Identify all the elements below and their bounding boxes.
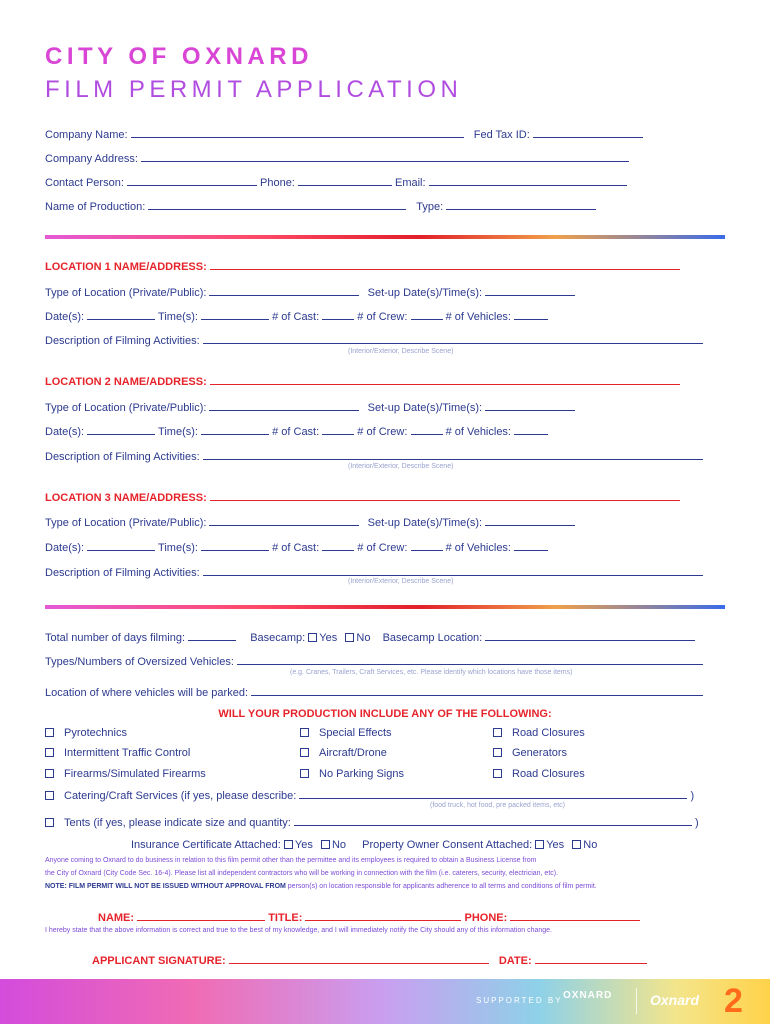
include-heading: WILL YOUR PRODUCTION INCLUDE ANY OF THE FOLLOWING: — [218, 708, 552, 720]
cast-label: # of Cast: — [272, 542, 320, 554]
times-label: Time(s): — [158, 426, 198, 438]
city-of-oxnard-logo — [563, 990, 612, 1001]
location-2-desc-row — [45, 449, 703, 463]
location-3-heading-label: LOCATION 3 NAME/ADDRESS: — [45, 492, 207, 504]
days-field[interactable] — [188, 630, 236, 641]
location-3-vehicles-field[interactable] — [514, 540, 548, 551]
aircraft-drone-label: Aircraft/Drone — [319, 747, 387, 759]
page-number: 2 — [724, 982, 743, 1020]
location-1-vehicles-field[interactable] — [514, 309, 548, 320]
parking-row — [45, 685, 703, 699]
type-field[interactable] — [446, 199, 596, 210]
road-closures-2-checkbox[interactable] — [493, 769, 502, 778]
location-1-crew-field[interactable] — [411, 309, 443, 320]
business-license-note-2: the City of Oxnard (City Code Sec. 16-4). Please list all independent contractors who will be working in connection with the film (i.e. caterers, security, electrician, etc). — [45, 870, 559, 877]
parking-label: Location of where vehicles will be parked: — [45, 687, 249, 699]
traffic-control-checkbox[interactable] — [45, 748, 54, 757]
location-3-dates-field[interactable] — [87, 540, 155, 551]
location-3-type-row — [45, 515, 575, 529]
location-2-setup-field[interactable] — [485, 400, 575, 411]
filming-days-row — [45, 630, 695, 644]
basecamp-location-field[interactable] — [485, 630, 695, 641]
gradient-divider — [45, 605, 725, 609]
location-type-label: Type of Location (Private/Public): — [45, 287, 207, 299]
location-3-type-field[interactable] — [209, 515, 359, 526]
company-name-field[interactable] — [131, 127, 464, 138]
production-name-label: Name of Production: — [45, 201, 146, 213]
location-2-dates-field[interactable] — [87, 424, 155, 435]
title-label: TITLE: — [268, 912, 303, 924]
basecamp-label: Basecamp: — [250, 632, 306, 644]
days-label: Total number of days filming: — [45, 632, 186, 644]
location-1-cast-field[interactable] — [322, 309, 354, 320]
dates-label: Date(s): — [45, 542, 85, 554]
tents-checkbox[interactable] — [45, 818, 54, 827]
catering-field[interactable] — [299, 788, 687, 799]
location-1-dates-field[interactable] — [87, 309, 155, 320]
catering-label: Catering/Craft Services (if yes, please describe: — [64, 790, 297, 802]
owner-no-checkbox[interactable] — [572, 840, 581, 849]
crew-label: # of Crew: — [357, 311, 408, 323]
aircraft-drone-checkbox[interactable] — [300, 748, 309, 757]
catering-row — [45, 788, 694, 802]
email-label: Email: — [395, 177, 426, 189]
location-type-label: Type of Location (Private/Public): — [45, 517, 207, 529]
road-closures-checkbox[interactable] — [493, 728, 502, 737]
location-3-dates-row — [45, 540, 548, 554]
date-field[interactable] — [535, 953, 647, 964]
signature-phone-field[interactable] — [510, 910, 640, 921]
company-name-label: Company Name: — [45, 129, 128, 141]
tents-row — [45, 815, 699, 829]
catering-close-paren: ) — [690, 790, 695, 802]
location-3-setup-field[interactable] — [485, 515, 575, 526]
tents-field[interactable] — [294, 815, 692, 826]
vehicles-label: # of Vehicles: — [445, 542, 511, 554]
pyrotechnics-label: Pyrotechnics — [64, 727, 127, 739]
location-3-desc-hint: (Interior/Exterior, Describe Scene) — [348, 578, 454, 585]
special-effects-checkbox[interactable] — [300, 728, 309, 737]
crew-label: # of Crew: — [357, 426, 408, 438]
email-field[interactable] — [429, 175, 627, 186]
vehicles-label: # of Vehicles: — [445, 311, 511, 323]
vehicles-label: # of Vehicles: — [445, 426, 511, 438]
fed-tax-field[interactable] — [533, 127, 643, 138]
firearms-checkbox[interactable] — [45, 769, 54, 778]
tents-label: Tents (if yes, please indicate size and quantity: — [64, 817, 291, 829]
checklist-item[interactable] — [493, 747, 567, 759]
location-2-desc-field[interactable] — [203, 449, 703, 460]
insurance-cert-label: Insurance Certificate Attached: — [131, 839, 281, 851]
location-1-dates-row — [45, 309, 548, 323]
phone-label: Phone: — [260, 177, 295, 189]
location-3-address-field[interactable] — [210, 490, 680, 501]
location-1-address-field[interactable] — [210, 259, 680, 270]
no-parking-signs-label: No Parking Signs — [319, 768, 404, 780]
insurance-yes-checkbox[interactable] — [284, 840, 293, 849]
basecamp-no-label: No — [356, 632, 371, 644]
owner-yes-checkbox[interactable] — [535, 840, 544, 849]
location-1-heading — [45, 259, 680, 273]
location-1-times-field[interactable] — [201, 309, 269, 320]
desc-label: Description of Filming Activities: — [45, 567, 200, 579]
tents-close-paren: ) — [694, 817, 699, 829]
location-2-address-field[interactable] — [210, 374, 680, 385]
footer-divider — [636, 988, 637, 1014]
insurance-yes-label: Yes — [294, 839, 313, 851]
company-address-label: Company Address: — [45, 153, 138, 165]
oversized-field[interactable] — [237, 654, 703, 665]
location-1-type-field[interactable] — [209, 285, 359, 296]
signature-phone-label: PHONE: — [464, 912, 508, 924]
company-name-row — [45, 127, 643, 141]
checklist-item[interactable] — [493, 727, 585, 739]
cast-label: # of Cast: — [272, 426, 320, 438]
location-2-cast-field[interactable] — [322, 424, 354, 435]
business-license-note-1: Anyone coming to Oxnard to do business in relation to this film permit other than the permittee and its employees is required to obtain a Business License from — [45, 857, 537, 864]
location-3-desc-field[interactable] — [203, 565, 703, 576]
traffic-control-label: Intermittent Traffic Control — [64, 747, 191, 759]
insurance-no-checkbox[interactable] — [321, 840, 330, 849]
name-field[interactable] — [137, 910, 265, 921]
checklist-item[interactable] — [493, 768, 585, 780]
film-oxnard-logo: Oxnard — [650, 992, 700, 1008]
name-title-phone-row — [98, 910, 640, 924]
insurance-no-label: No — [331, 839, 347, 851]
fed-tax-label: Fed Tax ID: — [473, 129, 530, 141]
basecamp-location-label: Basecamp Location: — [382, 632, 483, 644]
cast-label: # of Cast: — [272, 311, 320, 323]
title-field[interactable] — [305, 910, 461, 921]
contact-person-label: Contact Person: — [45, 177, 124, 189]
contact-row — [45, 175, 627, 189]
oversized-row — [45, 654, 703, 668]
checklist-item[interactable] — [300, 727, 392, 739]
basecamp-no-checkbox[interactable] — [345, 633, 354, 642]
location-2-dates-row — [45, 424, 548, 438]
setup-label: Set-up Date(s)/Time(s): — [367, 287, 483, 299]
generators-label: Generators — [512, 747, 568, 759]
location-3-desc-row — [45, 565, 703, 579]
generators-checkbox[interactable] — [493, 748, 502, 757]
location-1-setup-field[interactable] — [485, 285, 575, 296]
location-2-vehicles-field[interactable] — [514, 424, 548, 435]
phone-field[interactable] — [298, 175, 392, 186]
oversized-label: Types/Numbers of Oversized Vehicles: — [45, 656, 234, 668]
location-2-type-field[interactable] — [209, 400, 359, 411]
certification-statement: I hereby state that the above information is correct and true to the best of my knowledge, and I will immediately notify the City should any of this information change. — [45, 927, 552, 934]
owner-no-label: No — [583, 839, 598, 851]
dates-label: Date(s): — [45, 426, 85, 438]
location-1-type-row — [45, 285, 575, 299]
desc-label: Description of Filming Activities: — [45, 451, 200, 463]
location-2-heading — [45, 374, 680, 388]
location-2-type-row — [45, 400, 575, 414]
location-3-times-field[interactable] — [201, 540, 269, 551]
location-1-desc-hint: (Interior/Exterior, Describe Scene) — [348, 348, 454, 355]
approval-note — [45, 883, 597, 890]
production-row — [45, 199, 596, 213]
checklist-item[interactable] — [45, 768, 206, 780]
type-label: Type: — [416, 201, 444, 213]
setup-label: Set-up Date(s)/Time(s): — [367, 402, 483, 414]
company-address-field[interactable] — [141, 151, 629, 162]
catering-hint: (food truck, hot food, pre packed items, etc) — [430, 802, 566, 809]
location-3-cast-field[interactable] — [322, 540, 354, 551]
times-label: Time(s): — [158, 542, 198, 554]
insurance-row — [131, 839, 597, 851]
times-label: Time(s): — [158, 311, 198, 323]
location-type-label: Type of Location (Private/Public): — [45, 402, 207, 414]
checklist-item[interactable] — [45, 747, 190, 759]
location-2-crew-field[interactable] — [411, 424, 443, 435]
catering-checkbox[interactable] — [45, 791, 54, 800]
pyrotechnics-checkbox[interactable] — [45, 728, 54, 737]
supported-by-text: SUPPORTED BY — [476, 996, 563, 1005]
location-2-heading-label: LOCATION 2 NAME/ADDRESS: — [45, 376, 207, 388]
location-2-times-field[interactable] — [201, 424, 269, 435]
location-3-crew-field[interactable] — [411, 540, 443, 551]
location-1-heading-label: LOCATION 1 NAME/ADDRESS: — [45, 261, 207, 273]
date-label: DATE: — [498, 955, 532, 967]
owner-yes-label: Yes — [546, 839, 565, 851]
approval-note-bold: NOTE: FILM PERMIT WILL NOT BE ISSUED WITHOUT APPROVAL FROM — [45, 883, 286, 890]
owner-consent-label: Property Owner Consent Attached: — [362, 839, 533, 851]
setup-label: Set-up Date(s)/Time(s): — [367, 517, 483, 529]
parking-field[interactable] — [251, 685, 703, 696]
applicant-signature-field[interactable] — [229, 953, 489, 964]
oxnard-logo-text: OXNARD — [563, 990, 613, 1001]
gradient-divider — [45, 235, 725, 239]
form-title: CITY OF OXNARD — [45, 43, 313, 70]
name-label: NAME: — [98, 912, 135, 924]
contact-person-field[interactable] — [127, 175, 257, 186]
road-closures-label: Road Closures — [512, 727, 585, 739]
special-effects-label: Special Effects — [319, 727, 392, 739]
oversized-hint: (e.g. Cranes, Trailers, Craft Services, etc. Please identify which locations have those items) — [290, 669, 573, 676]
signature-row — [92, 953, 647, 967]
checklist-item[interactable] — [45, 727, 127, 739]
company-address-row — [45, 151, 629, 165]
no-parking-signs-checkbox[interactable] — [300, 769, 309, 778]
checklist-item[interactable] — [300, 768, 404, 780]
location-1-desc-field[interactable] — [203, 333, 703, 344]
road-closures-2-label: Road Closures — [512, 768, 585, 780]
location-3-heading — [45, 490, 680, 504]
firearms-label: Firearms/Simulated Firearms — [64, 768, 206, 780]
form-subtitle: FILM PERMIT APPLICATION — [45, 76, 463, 103]
crew-label: # of Crew: — [357, 542, 408, 554]
checklist-item[interactable] — [300, 747, 387, 759]
basecamp-yes-checkbox[interactable] — [308, 633, 317, 642]
production-name-field[interactable] — [148, 199, 406, 210]
basecamp-yes-label: Yes — [319, 632, 338, 644]
location-1-desc-row — [45, 333, 703, 347]
approval-note-rest: person(s) on location responsible for applicants adherence to all terms and conditions of film permit. — [285, 883, 597, 890]
applicant-signature-label: APPLICANT SIGNATURE: — [92, 955, 226, 967]
desc-label: Description of Filming Activities: — [45, 335, 200, 347]
location-2-desc-hint: (Interior/Exterior, Describe Scene) — [348, 463, 454, 470]
dates-label: Date(s): — [45, 311, 85, 323]
